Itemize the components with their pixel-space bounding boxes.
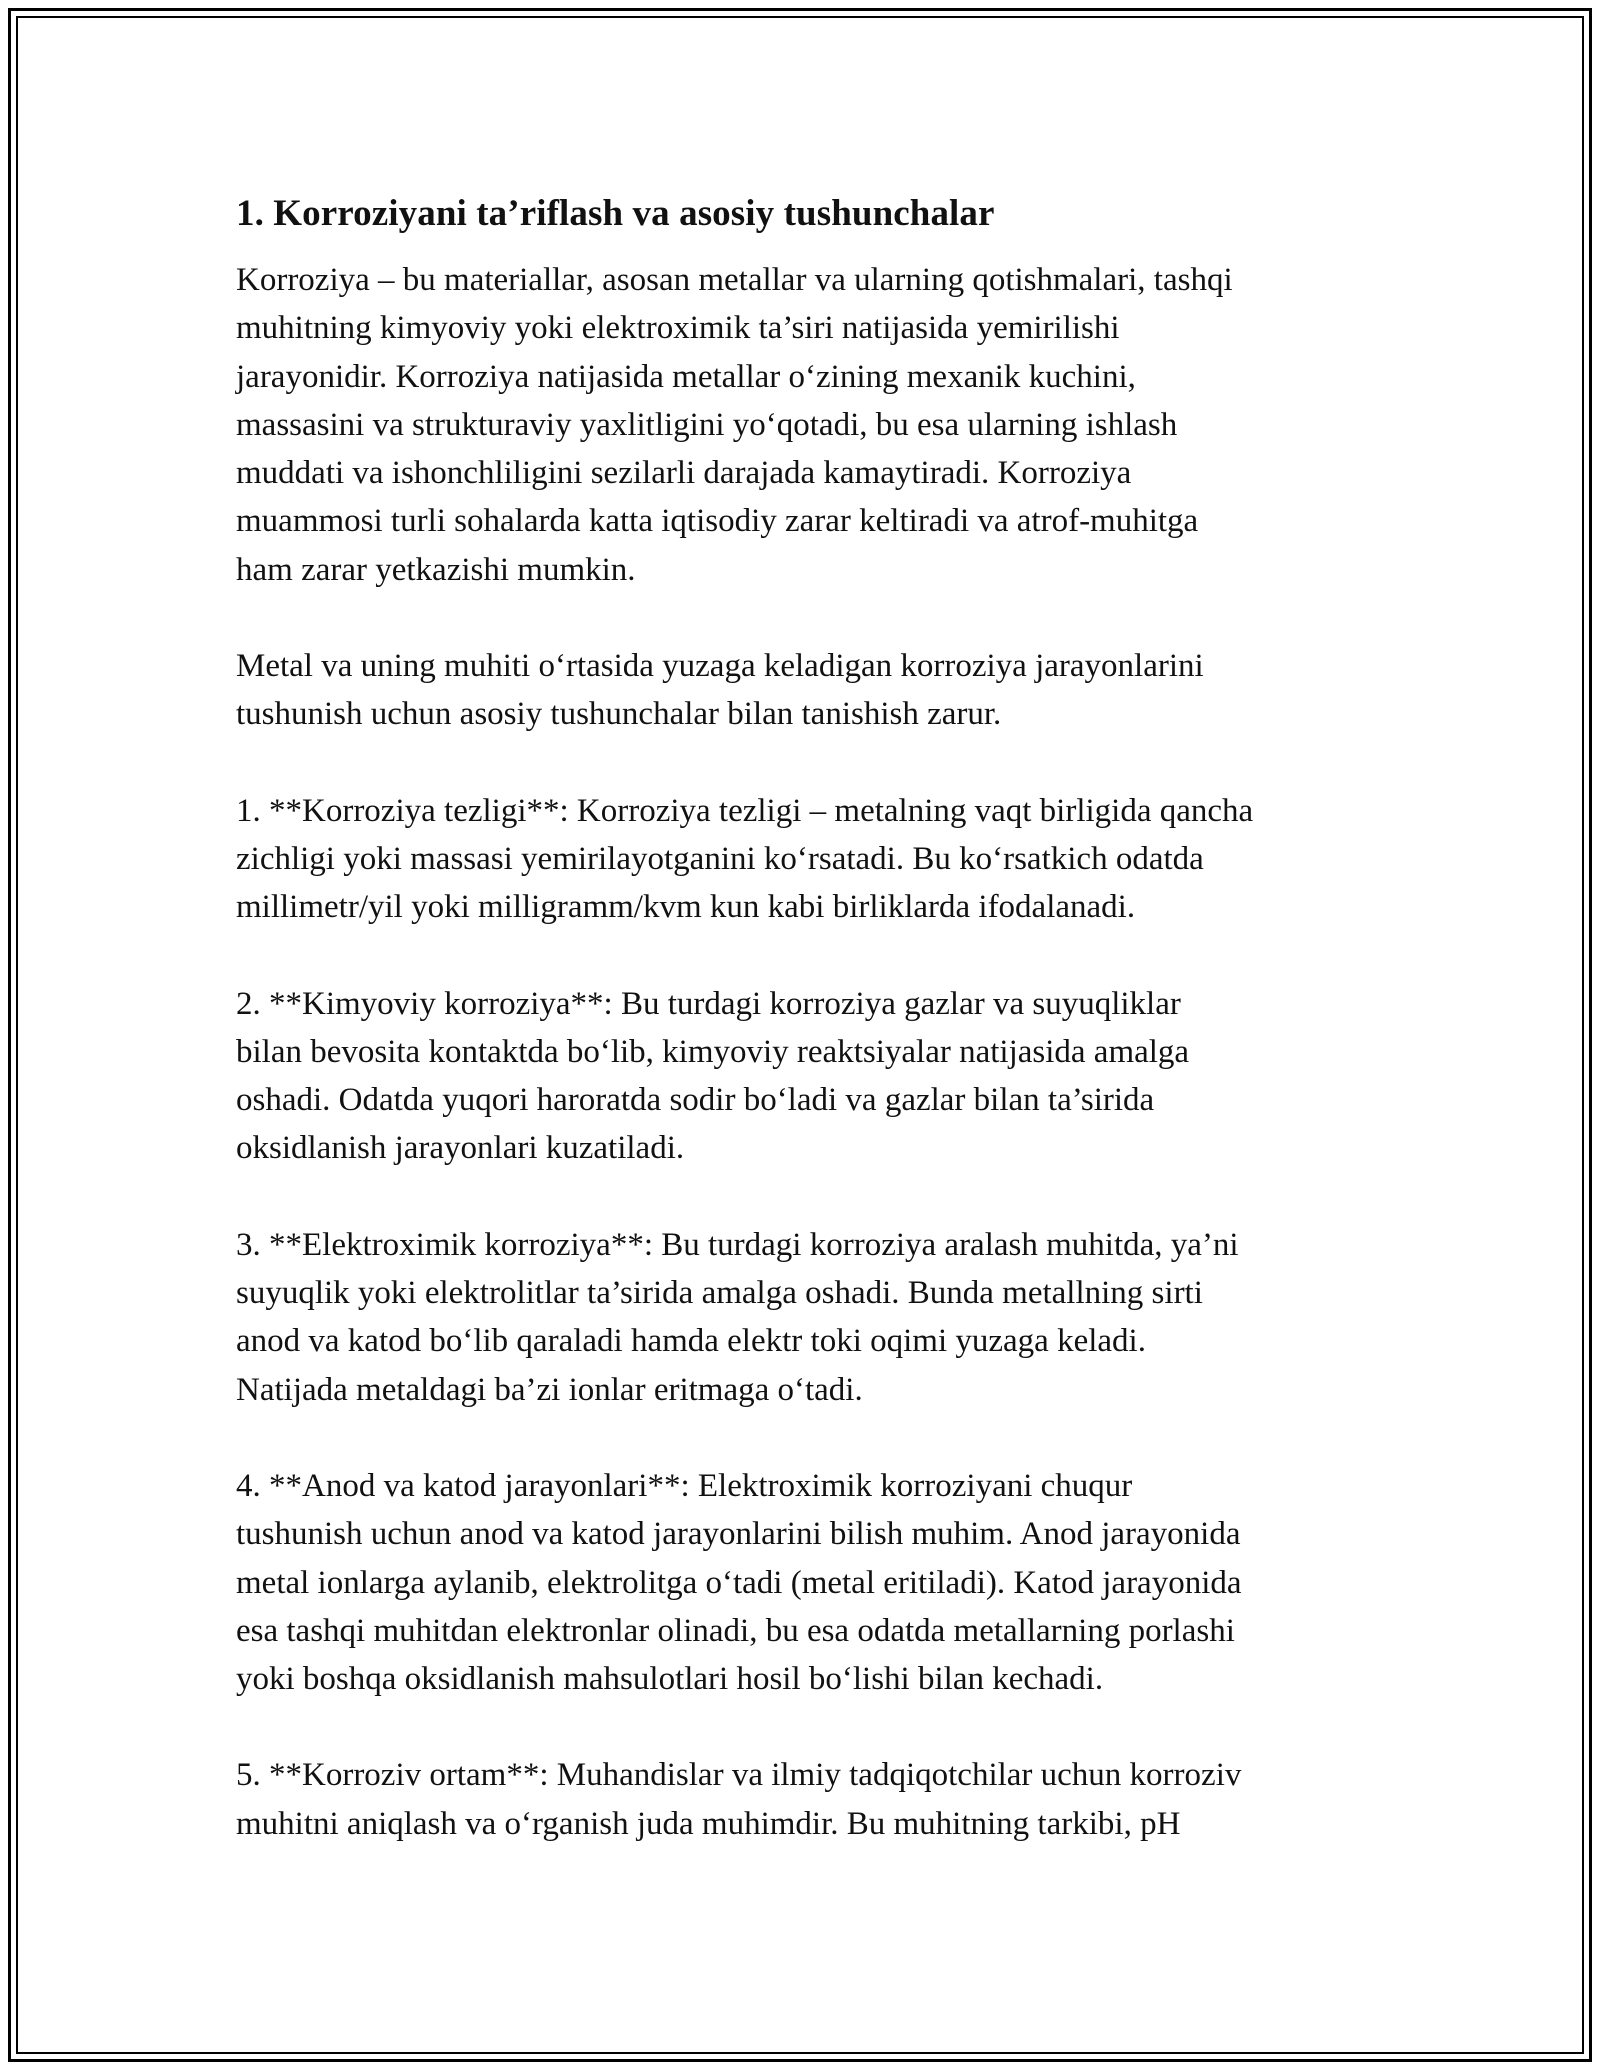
text-line: suyuqlik yoki elektrolitlar ta’sirida amalga oshadi. Bunda metallning sirti: [236, 1275, 1203, 1312]
text-line: oshadi. Odatda yuqori haroratda sodir bo‘ladi va gazlar bilan ta’sirida: [236, 1082, 1155, 1119]
text-line: muhitni aniqlash va o‘rganish juda muhimdir. Bu muhitning tarkibi, pH: [236, 1805, 1181, 1842]
text-line: jarayonidir. Korroziya natijasida metallar o‘zining mexanik kuchini,: [236, 358, 1136, 395]
document-body: [236, 188, 1386, 1848]
list-item-electrochemical-corrosion: [236, 1221, 1386, 1414]
text-line: massasini va strukturaviy yaxlitligini yo‘qotadi, bu esa ularning ishlash: [236, 406, 1178, 443]
text-line: 3. **Elektroximik korroziya**: Bu turdagi korroziya aralash muhitda, ya’ni: [236, 1226, 1239, 1263]
list-item-chemical-corrosion: [236, 980, 1386, 1173]
text-line: millimetr/yil yoki milligramm/kvm kun kabi birliklarda ifodalanadi.: [236, 889, 1136, 926]
text-line: Korroziya – bu materiallar, asosan metallar va ularning qotishmalari, tashqi: [236, 262, 1233, 298]
text-line: 4. **Anod va katod jarayonlari**: Elektroximik korroziyani chuqur: [236, 1467, 1133, 1504]
paragraph-definition: [236, 256, 1386, 594]
text-line: 5. **Korroziv ortam**: Muhandislar va ilmiy tadqiqotchilar uchun korroziv: [236, 1757, 1242, 1794]
text-line: ham zarar yetkazishi mumkin.: [236, 551, 636, 588]
text-line: tushunish uchun asosiy tushunchalar bilan tanishish zarur.: [236, 696, 1002, 733]
text-line: 2. **Kimyoviy korroziya**: Bu turdagi korroziya gazlar va suyuqliklar: [236, 985, 1181, 1022]
text-line: bilan bevosita kontaktda bo‘lib, kimyoviy reaktsiyalar natijasida amalga: [236, 1033, 1190, 1070]
list-item-anode-cathode: [236, 1462, 1386, 1703]
text-line: muddati va ishonchliligini sezilarli darajada kamaytiradi. Korroziya: [236, 455, 1132, 492]
section-heading: 1. Korroziyani ta’riflash va asosiy tushunchalar: [236, 193, 995, 234]
list-item-corrosive-environment: [236, 1751, 1386, 1848]
list-item-corrosion-rate: [236, 787, 1386, 932]
text-line: yoki boshqa oksidlanish mahsulotlari hosil bo‘lishi bilan kechadi.: [236, 1661, 1104, 1698]
text-line: Natijada metaldagi ba’zi ionlar eritmaga o‘tadi.: [236, 1371, 863, 1408]
text-line: muhitning kimyoviy yoki elektroximik ta’siri natijasida yemirilishi: [236, 310, 1120, 347]
paragraph-intro: [236, 642, 1386, 739]
text-line: zichligi yoki massasi yemirilayotganini ko‘rsatadi. Bu ko‘rsatkich odatda: [236, 840, 1204, 877]
text-line: muammosi turli sohalarda katta iqtisodiy zarar keltiradi va atrof-muhitga: [236, 503, 1199, 540]
text-line: Metal va uning muhiti o‘rtasida yuzaga keladigan korroziya jarayonlarini: [236, 648, 1204, 685]
text-line: anod va katod bo‘lib qaraladi hamda elektr toki oqimi yuzaga keladi.: [236, 1323, 1146, 1360]
text-line: metal ionlarga aylanib, elektrolitga o‘tadi (metal eritiladi). Katod jarayonida: [236, 1564, 1242, 1601]
text-line: esa tashqi muhitdan elektronlar olinadi, bu esa odatda metallarning porlashi: [236, 1612, 1235, 1649]
text-line: 1. **Korroziya tezligi**: Korroziya tezligi – metalning vaqt birligida qancha: [236, 792, 1254, 829]
text-line: tushunish uchun anod va katod jarayonlarini bilish muhim. Anod jarayonida: [236, 1516, 1241, 1553]
text-line: oksidlanish jarayonlari kuzatiladi.: [236, 1130, 685, 1167]
